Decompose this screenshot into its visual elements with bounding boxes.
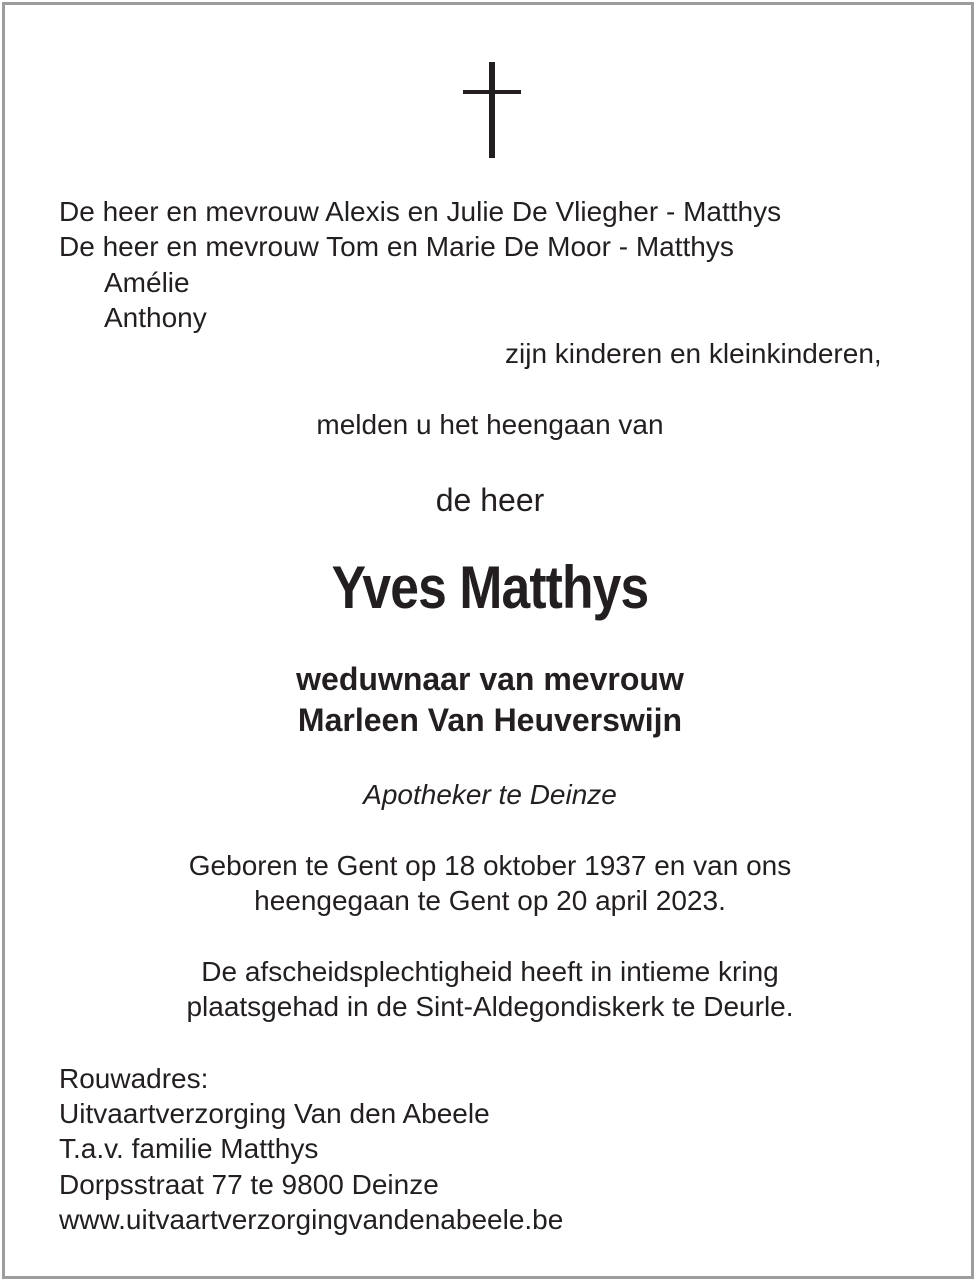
address-attention: T.a.v. familie Matthys [59, 1133, 319, 1164]
grandchild-1: Amélie [104, 267, 190, 298]
widower-line-1: weduwnaar van mevrouw [296, 661, 684, 697]
ceremony-line-2: plaatsgehad in de Sint-Aldegondiskerk te Deurle. [186, 991, 794, 1022]
birth-death-line-1: Geboren te Gent op 18 oktober 1937 en van ons [188, 850, 792, 881]
deceased-name: Yves Matthys [331, 554, 649, 621]
family-line-1: De heer en mevrouw Alexis en Julie De Vliegher - Matthys [59, 196, 782, 227]
address-company: Uitvaartverzorging Van den Abeele [59, 1098, 490, 1129]
address-street: Dorpsstraat 77 te 9800 Deinze [59, 1169, 439, 1200]
cross-vertical-bar [489, 62, 495, 158]
widower-line-2: Marleen Van Heuverswijn [297, 702, 683, 738]
grandchild-2: Anthony [104, 302, 207, 333]
cross-horizontal-bar [463, 90, 521, 94]
family-relation: zijn kinderen en kleinkinderen, [505, 338, 882, 369]
address-label: Rouwadres: [59, 1063, 209, 1094]
profession: Apotheker te Deinze [363, 779, 617, 810]
deceased-title: de heer [435, 482, 545, 518]
announcement-intro: melden u het heengaan van [316, 409, 664, 440]
ceremony-line-1: De afscheidsplechtigheid heeft in intieme kring [201, 956, 779, 987]
cross-icon [463, 62, 521, 158]
birth-death-line-2: heengegaan te Gent op 20 april 2023. [254, 885, 726, 916]
address-website: www.uitvaartverzorgingvandenabeele.be [59, 1204, 564, 1235]
family-line-2: De heer en mevrouw Tom en Marie De Moor - Matthys [59, 231, 734, 262]
